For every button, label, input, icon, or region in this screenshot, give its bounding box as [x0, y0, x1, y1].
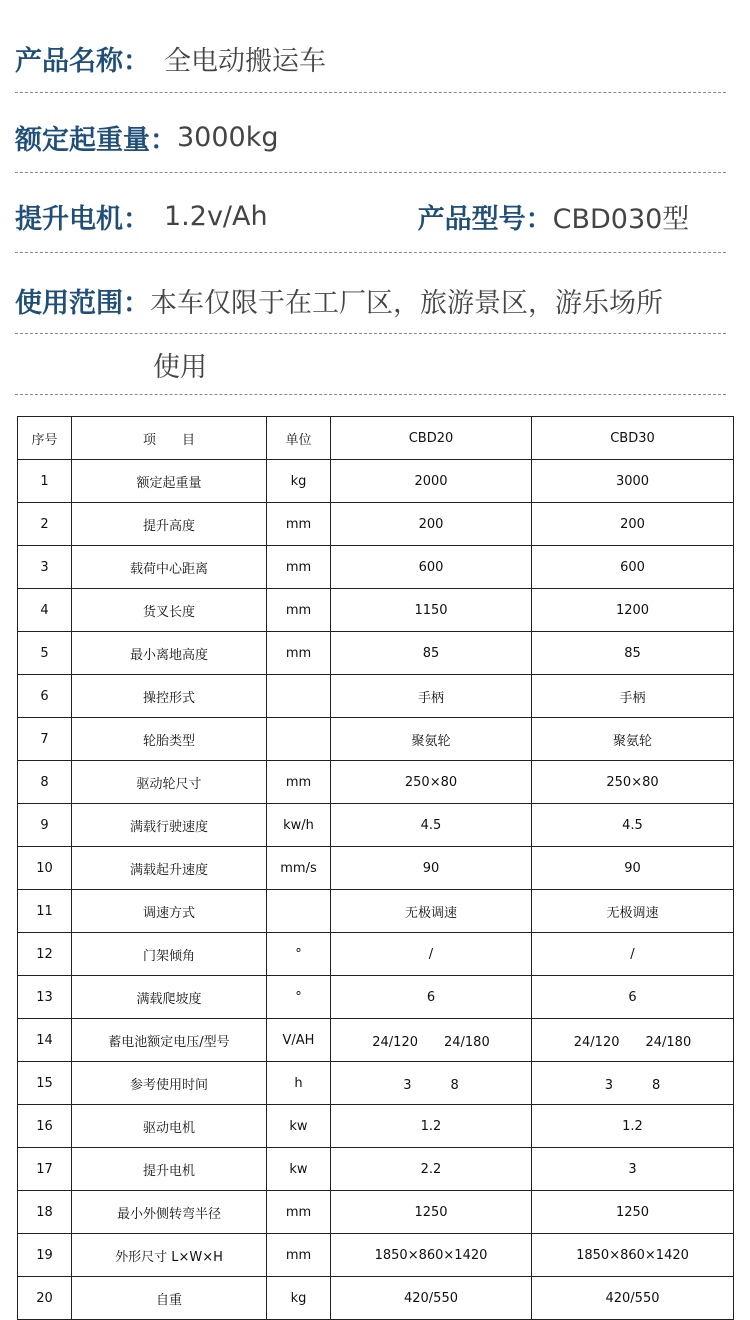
row-item: 操控形式: [72, 675, 267, 718]
table-row: [18, 503, 734, 546]
row-item: 参考使用时间: [72, 1062, 267, 1105]
row-item: 外形尺寸 L×W×H: [72, 1234, 267, 1277]
table-row: [18, 589, 734, 632]
row-item: 最小离地高度: [72, 632, 267, 675]
row-unit: h: [267, 1062, 331, 1105]
row-no: 3: [18, 546, 72, 589]
row-cbd20-value: 4.5: [331, 804, 532, 847]
row-unit: kw: [267, 1148, 331, 1191]
row-item: 蓄电池额定电压/型号: [72, 1019, 267, 1062]
row-cbd20-value: 2.2: [331, 1148, 532, 1191]
product-name-value: 全电动搬运车: [164, 45, 326, 77]
header-item: 项 目: [72, 417, 267, 460]
row-cbd30-value: 85: [532, 632, 734, 675]
table-row: [18, 804, 734, 847]
product-name-row: [15, 38, 726, 78]
divider: [15, 394, 726, 395]
rated-load-value: 3000kg: [177, 121, 279, 153]
row-cbd30-value: 1200: [532, 589, 734, 632]
divider: [15, 252, 726, 253]
lift-motor-label: 提升电机：: [15, 203, 150, 235]
table-row: [18, 1277, 734, 1320]
row-no: 15: [18, 1062, 72, 1105]
row-unit: kg: [267, 1277, 331, 1320]
table-row: [18, 632, 734, 675]
row-item: 满载起升速度: [72, 847, 267, 890]
row-cbd30-value: 3000: [532, 460, 734, 503]
table-row: [18, 933, 734, 976]
row-unit: mm: [267, 589, 331, 632]
table-row: [18, 1234, 734, 1277]
row-cbd20-value: 1.2: [331, 1105, 532, 1148]
row-cbd20-value: 1850×860×1420: [331, 1234, 532, 1277]
row-no: 13: [18, 976, 72, 1019]
row-no: 8: [18, 761, 72, 804]
row-cbd30-value: 200: [532, 503, 734, 546]
row-cbd20-value: 420/550: [331, 1277, 532, 1320]
row-item: 满载爬坡度: [72, 976, 267, 1019]
row-unit: mm: [267, 546, 331, 589]
table-row: [18, 1019, 734, 1062]
row-cbd20-value: 聚氨轮: [331, 718, 532, 761]
row-cbd20-value: 无极调速: [331, 890, 532, 933]
row-unit: [267, 718, 331, 761]
row-unit: [267, 890, 331, 933]
row-cbd20-value: /: [331, 933, 532, 976]
row-cbd20-value: 24/120 24/180: [331, 1019, 532, 1062]
model-value: CBD030型: [552, 203, 690, 235]
usage-value-line2: 使用: [153, 351, 207, 383]
row-item: 自重: [72, 1277, 267, 1320]
table-row: [18, 976, 734, 1019]
row-no: 19: [18, 1234, 72, 1277]
row-no: 2: [18, 503, 72, 546]
row-unit: kw/h: [267, 804, 331, 847]
table-row: [18, 675, 734, 718]
row-cbd30-value: 24/120 24/180: [532, 1019, 734, 1062]
row-no: 12: [18, 933, 72, 976]
table-row: [18, 1105, 734, 1148]
usage-value-line1: 本车仅限于在工厂区，旅游景区，游乐场所: [150, 287, 663, 319]
row-item: 满载行驶速度: [72, 804, 267, 847]
row-cbd20-value: 200: [331, 503, 532, 546]
row-cbd30-value: 1250: [532, 1191, 734, 1234]
header-cbd20: CBD20: [331, 417, 532, 460]
table-header-row: [18, 417, 734, 460]
row-no: 18: [18, 1191, 72, 1234]
row-no: 6: [18, 675, 72, 718]
spec-table: [17, 416, 734, 1320]
usage-row: [15, 280, 726, 320]
row-item: 驱动电机: [72, 1105, 267, 1148]
row-item: 货叉长度: [72, 589, 267, 632]
row-cbd20-value: 2000: [331, 460, 532, 503]
row-cbd30-value: 600: [532, 546, 734, 589]
motor-model-row: [15, 196, 726, 236]
table-row: [18, 546, 734, 589]
table-row: [18, 1191, 734, 1234]
row-cbd20-value: 6: [331, 976, 532, 1019]
row-item: 调速方式: [72, 890, 267, 933]
row-item: 轮胎类型: [72, 718, 267, 761]
header-no: 序号: [18, 417, 72, 460]
usage-label: 使用范围：: [15, 287, 150, 319]
lift-motor-value: 1.2v/Ah: [164, 200, 268, 232]
row-unit: mm/s: [267, 847, 331, 890]
divider: [15, 92, 726, 93]
table-row: [18, 718, 734, 761]
row-item: 载荷中心距离: [72, 546, 267, 589]
row-cbd30-value: 4.5: [532, 804, 734, 847]
row-cbd30-value: 1850×860×1420: [532, 1234, 734, 1277]
row-unit: mm: [267, 503, 331, 546]
row-cbd30-value: 6: [532, 976, 734, 1019]
row-unit: [267, 675, 331, 718]
row-cbd30-value: /: [532, 933, 734, 976]
header-unit: 单位: [267, 417, 331, 460]
row-no: 17: [18, 1148, 72, 1191]
row-cbd20-value: 3 8: [331, 1062, 532, 1105]
row-cbd30-value: 90: [532, 847, 734, 890]
row-no: 7: [18, 718, 72, 761]
row-unit: °: [267, 976, 331, 1019]
rated-load-label: 额定起重量：: [15, 124, 177, 156]
row-no: 14: [18, 1019, 72, 1062]
usage-continuation-row: [153, 344, 726, 384]
row-unit: kg: [267, 460, 331, 503]
table-row: [18, 1148, 734, 1191]
row-no: 9: [18, 804, 72, 847]
row-cbd30-value: 250×80: [532, 761, 734, 804]
table-row: [18, 890, 734, 933]
row-cbd30-value: 1.2: [532, 1105, 734, 1148]
row-cbd30-value: 无极调速: [532, 890, 734, 933]
row-no: 5: [18, 632, 72, 675]
row-item: 额定起重量: [72, 460, 267, 503]
row-cbd20-value: 90: [331, 847, 532, 890]
row-item: 门架倾角: [72, 933, 267, 976]
row-no: 11: [18, 890, 72, 933]
divider: [15, 172, 726, 173]
row-unit: °: [267, 933, 331, 976]
row-cbd20-value: 1150: [331, 589, 532, 632]
row-cbd20-value: 250×80: [331, 761, 532, 804]
row-unit: mm: [267, 1234, 331, 1277]
row-unit: mm: [267, 761, 331, 804]
header-cbd30: CBD30: [532, 417, 734, 460]
row-unit: mm: [267, 632, 331, 675]
row-cbd20-value: 1250: [331, 1191, 532, 1234]
row-cbd30-value: 手柄: [532, 675, 734, 718]
divider: [15, 333, 726, 334]
table-row: [18, 847, 734, 890]
row-item: 驱动轮尺寸: [72, 761, 267, 804]
row-cbd20-value: 85: [331, 632, 532, 675]
row-unit: mm: [267, 1191, 331, 1234]
rated-load-row: [15, 117, 726, 157]
row-item: 提升高度: [72, 503, 267, 546]
model-label: 产品型号：: [417, 203, 553, 235]
table-row: [18, 460, 734, 503]
row-no: 1: [18, 460, 72, 503]
row-cbd20-value: 600: [331, 546, 532, 589]
row-unit: kw: [267, 1105, 331, 1148]
row-item: 最小外侧转弯半径: [72, 1191, 267, 1234]
row-no: 20: [18, 1277, 72, 1320]
row-cbd30-value: 3 8: [532, 1062, 734, 1105]
row-cbd30-value: 聚氨轮: [532, 718, 734, 761]
table-row: [18, 761, 734, 804]
row-unit: V/AH: [267, 1019, 331, 1062]
row-no: 16: [18, 1105, 72, 1148]
row-item: 提升电机: [72, 1148, 267, 1191]
row-cbd30-value: 3: [532, 1148, 734, 1191]
table-row: [18, 1062, 734, 1105]
row-no: 10: [18, 847, 72, 890]
product-name-label: 产品名称：: [15, 45, 150, 77]
row-cbd20-value: 手柄: [331, 675, 532, 718]
row-no: 4: [18, 589, 72, 632]
row-cbd30-value: 420/550: [532, 1277, 734, 1320]
